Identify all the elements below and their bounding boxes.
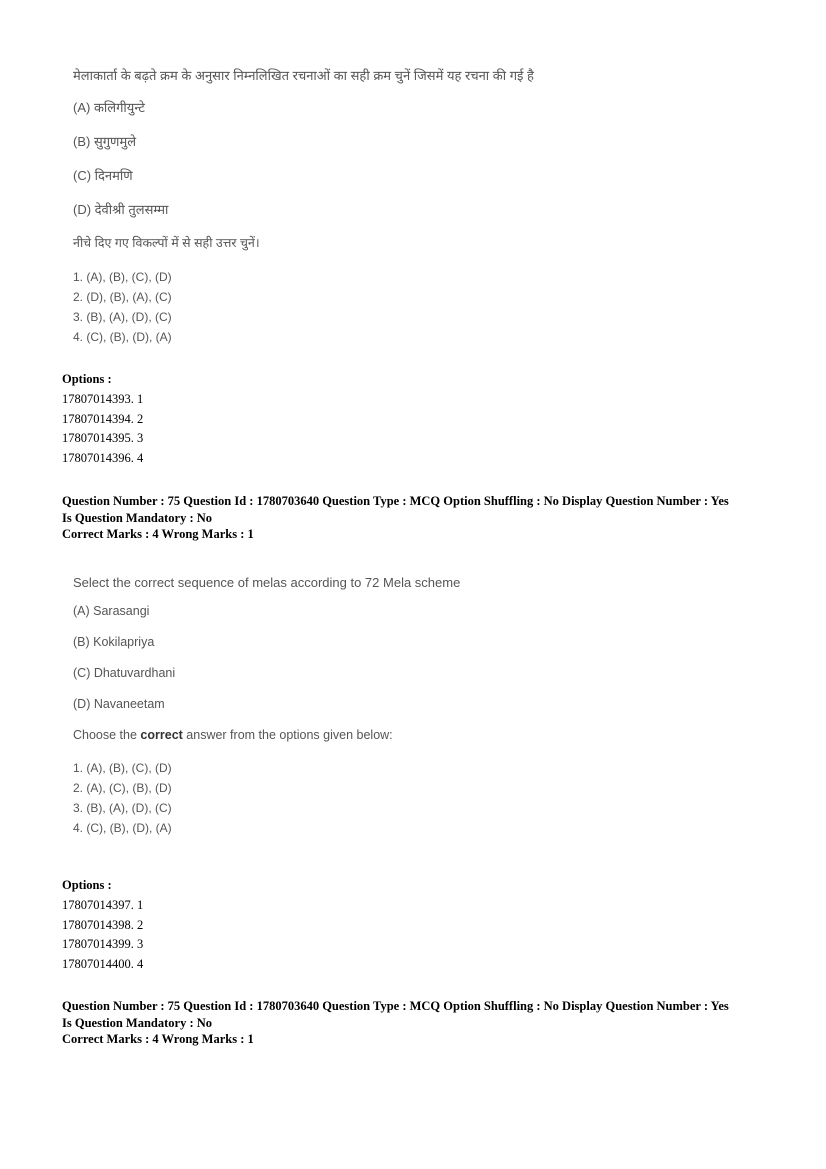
list-item: (A) Sarasangi <box>73 604 150 618</box>
question-meta-line: Correct Marks : 4 Wrong Marks : 1 <box>62 1032 254 1046</box>
answer-choice: 3. (B), (A), (D), (C) <box>73 801 172 815</box>
option-id: 17807014394. 2 <box>62 411 144 426</box>
answer-choice: 1. (A), (B), (C), (D) <box>73 761 172 775</box>
option-id: 17807014399. 3 <box>62 937 144 952</box>
instruction-text: Choose the <box>73 728 141 742</box>
list-item: (C) दिनमणि <box>73 168 133 183</box>
option-id: 17807014395. 3 <box>62 431 144 446</box>
question-meta <box>62 998 782 1048</box>
options-list <box>62 370 143 469</box>
list-item: (B) Kokilapriya <box>73 635 155 649</box>
question-meta <box>62 493 782 543</box>
option-id: 17807014397. 1 <box>62 897 144 912</box>
question-meta-line: Is Question Mandatory : No <box>62 510 213 525</box>
list-item: (C) Dhatuvardhani <box>73 666 176 680</box>
question-meta-line: Correct Marks : 4 Wrong Marks : 1 <box>62 527 254 541</box>
list-item: (A) कलिगीयुन्टे <box>73 100 145 115</box>
question-image-english <box>73 575 460 838</box>
instruction-keyword: correct <box>140 728 183 742</box>
options-list <box>62 876 143 975</box>
list-item: (B) सुगुणमुले <box>73 134 137 149</box>
instruction-text: answer from the options given below: <box>182 728 393 742</box>
question-meta-line: Question Number : 75 Question Id : 1780703640 Question Type : MCQ Option Shuffling : No Display Question Number : Yes <box>62 999 729 1013</box>
options-header: Options : <box>62 372 112 386</box>
question-stem: Select the correct sequence of melas according to 72 Mela scheme <box>73 575 461 590</box>
question-instruction <box>73 728 460 742</box>
list-item: (D) Navaneetam <box>73 697 165 711</box>
question-meta-line: Is Question Mandatory : No <box>62 1015 213 1030</box>
option-id: 17807014393. 1 <box>62 391 144 406</box>
answer-choice: 4. (C), (B), (D), (A) <box>73 821 172 835</box>
option-id: 17807014396. 4 <box>62 451 144 466</box>
answer-choice: 4. (C), (B), (D), (A) <box>73 330 172 344</box>
list-item: (D) देवीश्री तुलसम्मा <box>73 202 169 217</box>
answer-choice: 2. (A), (C), (B), (D) <box>73 781 172 795</box>
answer-choice: 2. (D), (B), (A), (C) <box>73 290 172 304</box>
options-header: Options : <box>62 878 112 892</box>
question-image-hindi <box>73 66 534 347</box>
question-meta-line: Question Number : 75 Question Id : 1780703640 Question Type : MCQ Option Shuffling : No Display Question Number : Yes <box>62 494 729 508</box>
option-id: 17807014400. 4 <box>62 957 144 972</box>
question-instruction: नीचे दिए गए विकल्पों में से सही उत्तर चुनें। <box>73 236 260 250</box>
question-stem: मेलाकार्ता के बढ़ते क्रम के अनुसार निम्नलिखित रचनाओं का सही क्रम चुनें जिसमें यह रचना की गई है <box>73 68 534 83</box>
answer-choice: 3. (B), (A), (D), (C) <box>73 310 172 324</box>
answer-choice: 1. (A), (B), (C), (D) <box>73 270 172 284</box>
option-id: 17807014398. 2 <box>62 917 144 932</box>
